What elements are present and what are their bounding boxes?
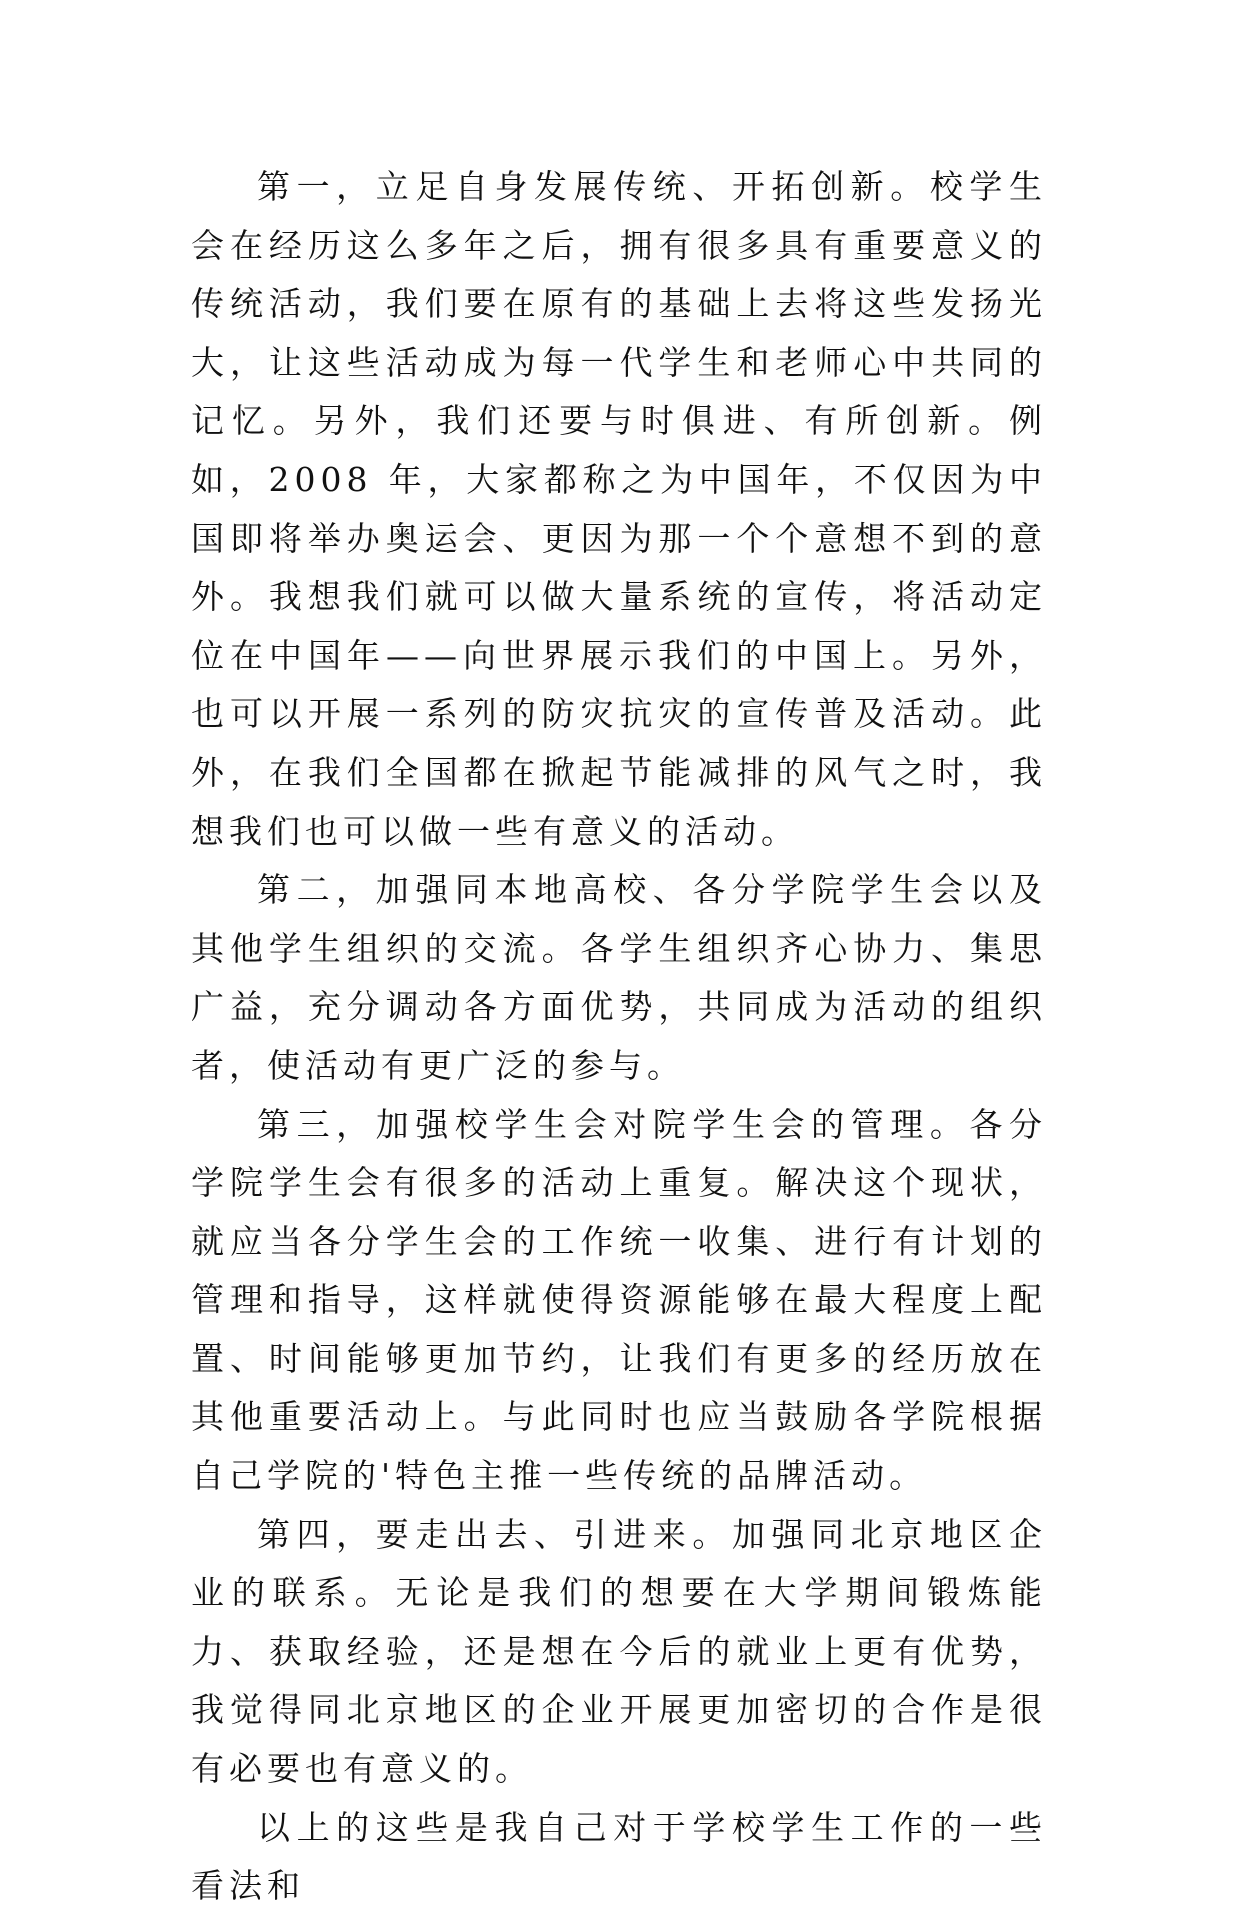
paragraph-1: 第一，立足自身发展传统、开拓创新。校学生会在经历这么多年之后，拥有很多具有重要意义的传统活动，我们要在原有的基础上去将这些发扬光大，让这些活动成为每一代学生和老师心中共同的记忆。另外，我们还要与时俱进、有所创新。例如，2008 年，大家都称之为中国年，不仅因为中国即将举办奥运会、更因为那一个个意想不到的意外。我想我们就可以做大量系统的宣传，将活动定位在中国年——向世界展示我们的中国上。另外，也可以开展一系列的防灾抗灾的宣传普及活动。此外，在我们全国都在掀起节能减排的风气之时，我想我们也可以做一些有意义的活动。: [191, 167, 1047, 851]
paragraph-4: 第四，要走出去、引进来。加强同北京地区企业的联系。无论是我们的想要在大学期间锻炼能力、获取经验，还是想在今后的就业上更有优势，我觉得同北京地区的企业开展更加密切的合作是很有必要也有意义的。: [191, 1514, 1047, 1789]
body-text: [191, 158, 1047, 1916]
paragraph-5: 以上的这些是我自己对于学校学生工作的一些看法和: [191, 1807, 1047, 1906]
paragraph-3: 第三，加强校学生会对院学生会的管理。各分学院学生会有很多的活动上重复。解决这个现状，就应当各分学生会的工作统一收集、进行有计划的管理和指导，这样就使得资源能够在最大程度上配置、时间能够更加节约，让我们有更多的经历放在其他重要活动上。与此同时也应当鼓励各学院根据自己学院的'特色主推一些传统的品牌活动。: [191, 1104, 1047, 1496]
paragraph-2: 第二，加强同本地高校、各分学院学生会以及其他学生组织的交流。各学生组织齐心协力、集思广益，充分调动各方面优势，共同成为活动的组织者，使活动有更广泛的参与。: [191, 870, 1047, 1085]
